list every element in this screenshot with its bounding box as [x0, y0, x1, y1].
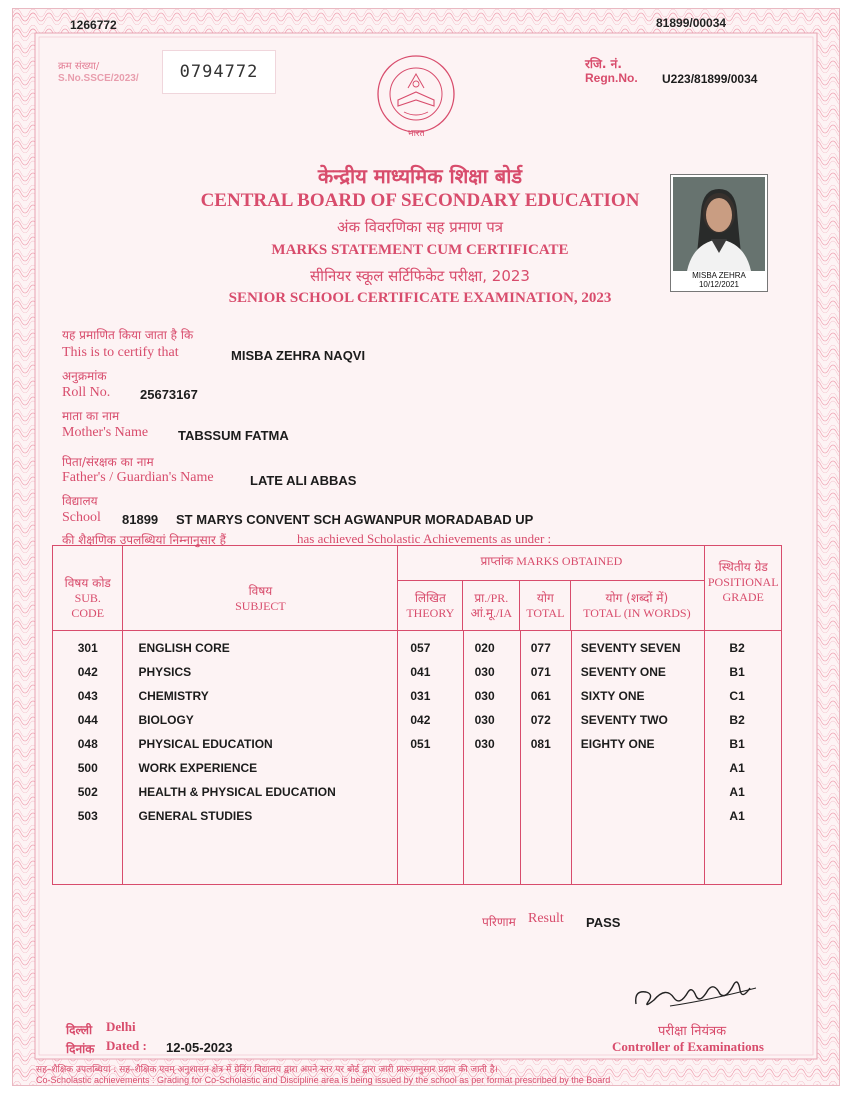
cell-words: [581, 761, 705, 785]
header-code: [53, 546, 123, 631]
serial-label: S.No.SSCE/2023/: [58, 73, 139, 84]
place: Delhi: [106, 1019, 136, 1034]
controller-hindi: परीक्षा नियंत्रक: [658, 1024, 727, 1039]
school-name: ST MARYS CONVENT SCH AGWANPUR MORADABAD UP: [176, 512, 534, 527]
cell-theory: [410, 761, 462, 785]
cell-code: 502: [77, 785, 98, 799]
regn-number: U223/81899/0034: [662, 72, 758, 86]
cell-pr: 020: [474, 641, 495, 655]
column-theory: [398, 631, 463, 885]
result-label-hindi: परिणाम: [482, 915, 516, 929]
certify-label: This is to certify that: [62, 345, 179, 360]
cell-subject: PHYSICS: [138, 665, 192, 679]
header-theory: [398, 581, 463, 630]
header-theory-en: THEORY: [406, 606, 455, 620]
header-subject-hindi: विषय: [248, 584, 273, 598]
mother-name: TABSSUM FATMA: [178, 428, 289, 443]
cell-code: 043: [77, 689, 98, 703]
top-left-number: 1266772: [70, 18, 117, 32]
cell-theory: 031: [410, 689, 431, 703]
dated-label: Dated :: [106, 1038, 147, 1053]
cell-words: EIGHTY ONE: [580, 737, 655, 751]
header-total-hindi: योग: [536, 591, 554, 605]
cell-total: 081: [530, 737, 551, 751]
controller-title: Controller of Examinations: [612, 1039, 764, 1054]
cell-grade: A1: [729, 761, 745, 775]
cell-grade: B2: [729, 641, 745, 655]
footer-note-hindi: सह–शैक्षिक उपलब्धियां : सह–शैक्षिक एवम् अनुशासन क्षेत्र में ग्रेडिंग विद्यालय द्वारा अपने स्तर पर बोर्ड द्वारा जारी प्रारूपानुसार प्रदान की जाती है।: [36, 1065, 498, 1075]
cell-theory: 057: [410, 641, 431, 655]
result-label: Result: [528, 911, 564, 926]
serial-label-hindi: क्रम संख्या/: [58, 61, 100, 72]
roll-label: Roll No.: [62, 385, 111, 400]
column-words: [571, 631, 705, 885]
father-label: Father's / Guardian's Name: [62, 470, 214, 485]
cell-pr: [475, 785, 520, 809]
photo-caption-date: 10/12/2021: [698, 280, 740, 289]
cell-grade: A1: [729, 785, 745, 799]
header-words-hindi: योग (शब्दों में): [605, 591, 669, 605]
cell-theory: 051: [410, 737, 431, 751]
header-code-en1: SUB.: [74, 591, 101, 605]
cell-total: 072: [530, 713, 551, 727]
student-photo: [670, 174, 768, 292]
header-grade: [705, 546, 782, 631]
cell-pr: 030: [474, 713, 495, 727]
cell-pr: 030: [474, 689, 495, 703]
cell-words: [581, 785, 705, 809]
cell-grade: B1: [729, 737, 745, 751]
column-grade: [705, 631, 782, 885]
mother-label-hindi: माता का नाम: [62, 409, 120, 423]
header-grade-en1: POSITIONAL: [707, 575, 779, 589]
cell-code: 500: [77, 761, 98, 775]
header-code-en2: CODE: [71, 606, 105, 620]
regn-label: Regn.No.: [585, 71, 638, 85]
cell-pr: 030: [474, 665, 495, 679]
cell-theory: [410, 809, 462, 833]
school-code: 81899: [122, 512, 159, 527]
result-value: PASS: [586, 915, 621, 930]
cell-total: [531, 761, 571, 785]
place-hindi: दिल्ली: [66, 1023, 93, 1037]
column-total: [520, 631, 571, 885]
exam-title-hindi: सीनियर स्कूल सर्टिफिकेट परीक्षा, 2023: [310, 267, 530, 285]
regn-label-hindi: रजि. नं.: [585, 57, 622, 71]
header-grade-hindi: स्थितीय ग्रेड: [718, 560, 768, 574]
achieved-hindi: की शैक्षणिक उपलब्धियां निम्नानुसार हैं: [62, 533, 226, 547]
document-title-hindi: अंक विवरणिका सह प्रमाण पत्र: [336, 218, 504, 236]
cell-total: [531, 809, 571, 833]
header-grade-en2: GRADE: [722, 590, 764, 604]
cell-theory: 041: [410, 665, 431, 679]
cell-grade: A1: [729, 809, 745, 823]
cell-theory: [410, 785, 462, 809]
cell-words: SEVENTY TWO: [580, 713, 668, 727]
dated-value: 12-05-2023: [166, 1040, 233, 1055]
school-label-hindi: विद्यालय: [62, 494, 98, 508]
cell-pr: [475, 761, 520, 785]
father-label-hindi: पिता/संरक्षक का नाम: [62, 455, 154, 469]
cell-pr: 030: [474, 737, 495, 751]
roll-number: 25673167: [140, 387, 198, 402]
cell-subject: PHYSICAL EDUCATION: [138, 737, 273, 751]
certify-label-hindi: यह प्रमाणित किया जाता है कि: [62, 328, 194, 342]
header-total: [520, 581, 571, 630]
cell-words: SEVENTY SEVEN: [580, 641, 681, 655]
header-marks: [398, 546, 705, 631]
cell-words: SIXTY ONE: [580, 689, 645, 703]
header-practical-1: प्रा./PR.: [474, 591, 509, 605]
header-total-en: TOTAL: [526, 606, 565, 620]
header-practical-2: आं.मू./IA: [470, 606, 513, 620]
cell-subject: HEALTH & PHYSICAL EDUCATION: [138, 785, 336, 799]
column-code: [53, 631, 123, 885]
school-label: School: [62, 510, 101, 525]
document-title: MARKS STATEMENT CUM CERTIFICATE: [271, 242, 569, 258]
header-words-en: TOTAL (IN WORDS): [583, 606, 691, 620]
student-name: MISBA ZEHRA NAQVI: [231, 348, 366, 363]
top-right-number: 81899/00034: [656, 16, 727, 30]
cell-subject: GENERAL STUDIES: [138, 809, 253, 823]
cell-code: 301: [77, 641, 98, 655]
cell-words: SEVENTY ONE: [580, 665, 666, 679]
header-practical: [463, 581, 520, 630]
cell-code: 503: [77, 809, 98, 823]
controller-signature: [630, 970, 770, 1016]
cell-subject: CHEMISTRY: [138, 689, 209, 703]
exam-title: SENIOR SCHOOL CERTIFICATE EXAMINATION, 2023: [228, 290, 612, 306]
cell-words: [581, 809, 705, 833]
marks-table: [52, 545, 782, 885]
cell-subject: WORK EXPERIENCE: [138, 761, 258, 775]
header-marks-hindi: प्राप्तांक: [480, 554, 514, 568]
cell-grade: B1: [729, 665, 745, 679]
mother-label: Mother's Name: [62, 425, 149, 440]
column-subject: [123, 631, 398, 885]
header-subject: [123, 546, 398, 631]
photo-image: [673, 177, 765, 271]
achieved-text: has achieved Scholastic Achievements as under :: [297, 531, 552, 546]
header-theory-hindi: लिखित: [414, 591, 446, 605]
header-subject-en: SUBJECT: [235, 599, 286, 613]
cell-pr: [475, 809, 520, 833]
header-words: [571, 581, 702, 630]
dated-label-hindi: दिनांक: [66, 1042, 95, 1056]
cell-code: 048: [77, 737, 98, 751]
column-practical: [463, 631, 520, 885]
cell-total: [531, 785, 571, 809]
board-name: CENTRAL BOARD OF SECONDARY EDUCATION: [200, 190, 640, 211]
photo-caption-name: MISBA ZEHRA: [692, 271, 746, 280]
cell-total: 061: [530, 689, 551, 703]
header-code-hindi: विषय कोड: [64, 576, 111, 590]
serial-number: 0794772: [162, 50, 276, 94]
cell-subject: ENGLISH CORE: [138, 641, 230, 655]
cell-grade: C1: [729, 689, 745, 703]
cell-code: 042: [77, 665, 98, 679]
header-marks-en: MARKS OBTAINED: [516, 554, 623, 568]
father-name: LATE ALI ABBAS: [250, 473, 357, 488]
cell-total: 071: [530, 665, 551, 679]
cell-grade: B2: [729, 713, 745, 727]
footer-note: Co-Scholastic achievements : Grading for Co-Scholastic and Discipline area is being issued by the school as per format prescribed by the Board: [36, 1075, 611, 1085]
cell-code: 044: [77, 713, 98, 727]
roll-label-hindi: अनुक्रमांक: [62, 369, 107, 383]
cell-theory: 042: [410, 713, 431, 727]
cell-total: 077: [530, 641, 551, 655]
board-name-hindi: केन्द्रीय माध्यमिक शिक्षा बोर्ड: [317, 164, 523, 188]
emblem-bottom-text: भारत: [407, 129, 425, 139]
cell-subject: BIOLOGY: [138, 713, 194, 727]
table-body: [53, 631, 782, 885]
